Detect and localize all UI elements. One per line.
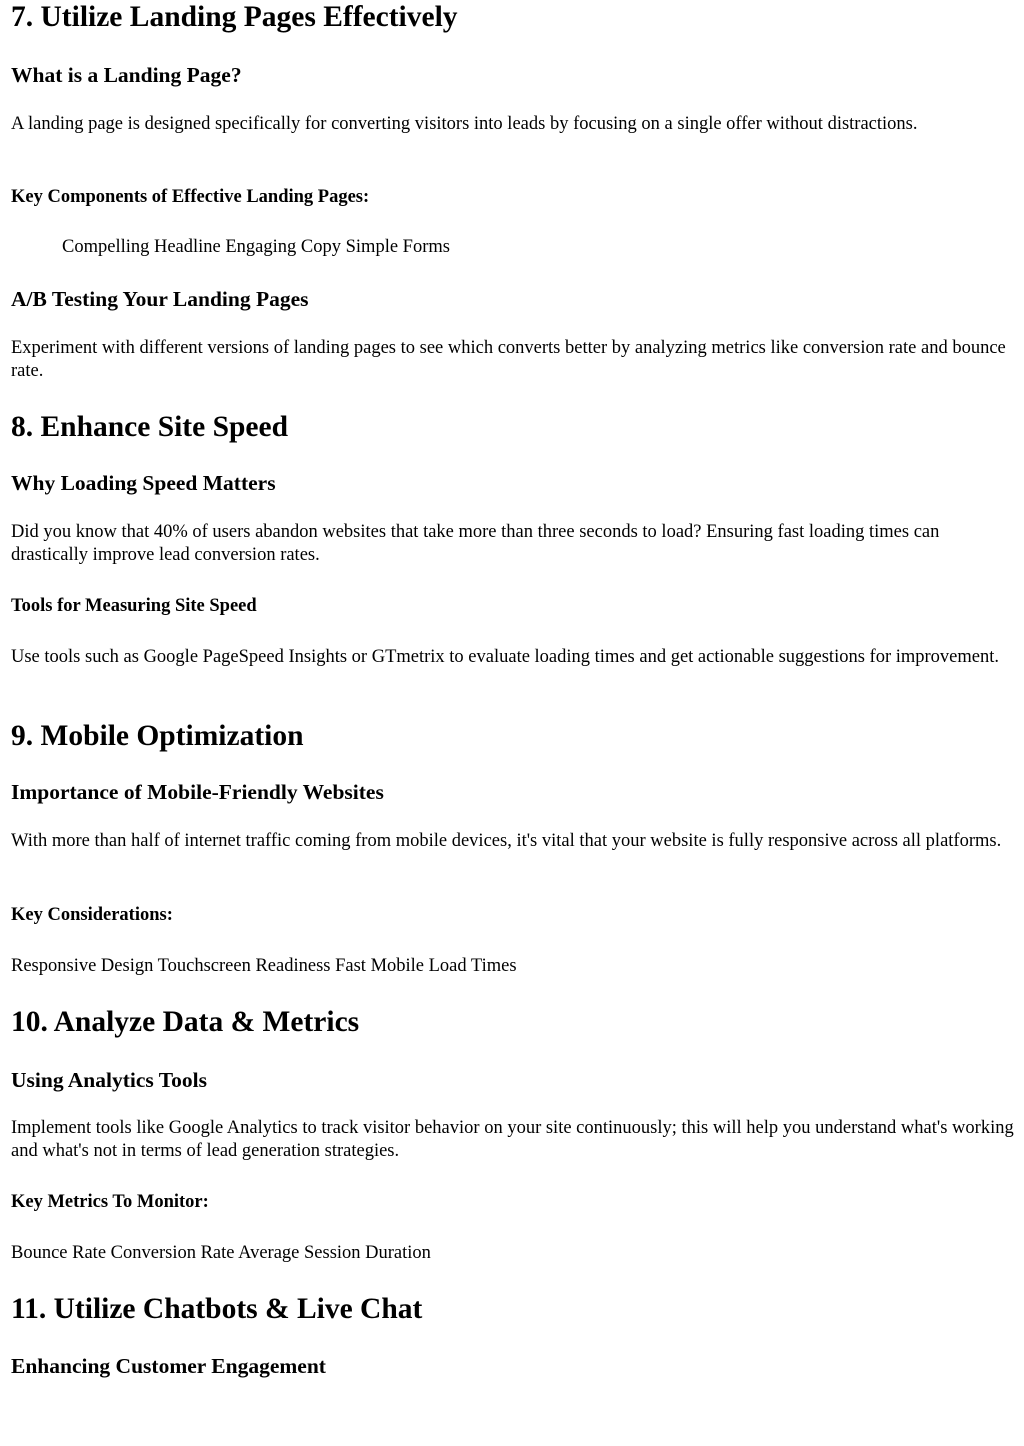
section-heading: 9. Mobile Optimization — [11, 720, 304, 752]
minor-heading: Key Considerations: — [11, 905, 173, 925]
subsection-heading: What is a Landing Page? — [11, 63, 242, 87]
paragraph: A landing page is designed specifically for converting visitors into leads by focusing on a single offer without distractions. — [11, 114, 918, 134]
metrics-list: Bounce Rate Conversion Rate Average Session Duration — [11, 1243, 431, 1263]
paragraph: Use tools such as Google PageSpeed Insights or GTmetrix to evaluate loading times and get actionable suggestions for improvement. — [11, 647, 999, 667]
key-components-list: Compelling Headline Engaging Copy Simple Forms — [62, 237, 450, 257]
subsection-heading: Importance of Mobile-Friendly Websites — [11, 780, 384, 804]
minor-heading: Tools for Measuring Site Speed — [11, 596, 257, 616]
subsection-heading: Using Analytics Tools — [11, 1068, 207, 1092]
minor-heading: Key Metrics To Monitor: — [11, 1192, 209, 1212]
paragraph: With more than half of internet traffic coming from mobile devices, it's vital that your website is fully responsive across all platforms. — [11, 831, 1002, 851]
section-heading: 11. Utilize Chatbots & Live Chat — [11, 1293, 423, 1325]
minor-heading: Key Components of Effective Landing Pages: — [11, 187, 370, 207]
considerations-list: Responsive Design Touchscreen Readiness Fast Mobile Load Times — [11, 956, 517, 976]
paragraph: Implement tools like Google Analytics to track visitor behavior on your site continuously; this will help you understand what's working and what's not in terms of lead generation strategies. — [11, 1118, 1014, 1161]
subsection-heading: Why Loading Speed Matters — [11, 471, 276, 495]
section-heading: 8. Enhance Site Speed — [11, 411, 289, 443]
subsection-heading: A/B Testing Your Landing Pages — [11, 287, 309, 311]
section-heading: 7. Utilize Landing Pages Effectively — [11, 1, 458, 33]
paragraph: Experiment with different versions of landing pages to see which converts better by analyzing metrics like conversion rate and bounce rate. — [11, 338, 1006, 381]
paragraph: Did you know that 40% of users abandon websites that take more than three seconds to load? Ensuring fast loading times can drastically improve lead conversion rates. — [11, 522, 940, 565]
section-heading: 10. Analyze Data & Metrics — [11, 1006, 360, 1038]
subsection-heading: Enhancing Customer Engagement — [11, 1354, 326, 1378]
